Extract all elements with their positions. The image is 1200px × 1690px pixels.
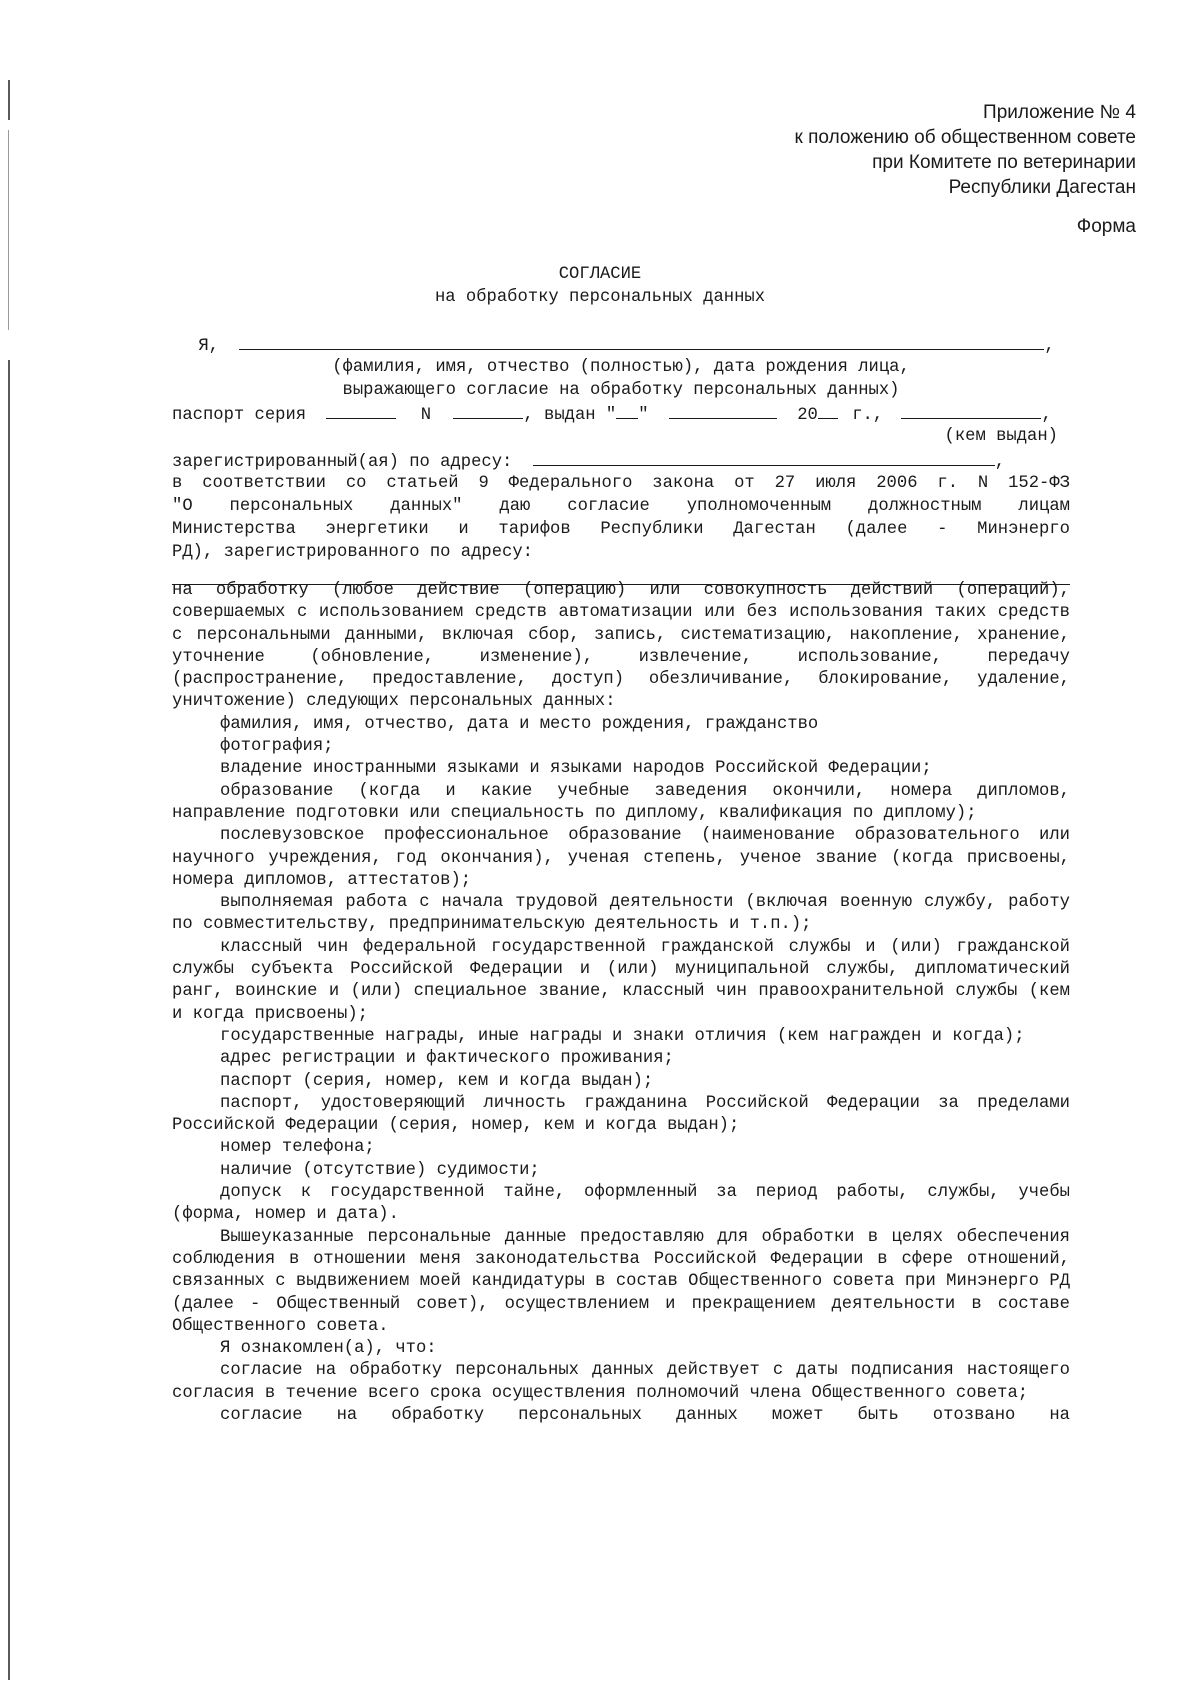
ministry-address-label: РД), зарегистрированного по адресу: — [172, 543, 533, 562]
data-item: фотография; — [220, 737, 334, 757]
appendix-number: Приложение № 4 — [983, 102, 1136, 123]
document-title — [0, 263, 1200, 309]
passport-series-field[interactable] — [326, 402, 396, 419]
consent-body — [172, 580, 1070, 1427]
data-item: паспорт (серия, номер, кем и когда выдан); — [220, 1071, 654, 1091]
issued-label: , выдан " — [523, 406, 617, 425]
issued-by-note: (кем выдан) — [944, 427, 1058, 446]
name-row — [172, 333, 1070, 356]
law-reference: в соответствии со статьей 9 Федерального закона от 27 июля 2006 г. N 152-ФЗ — [172, 474, 1070, 493]
comma: , — [994, 453, 1006, 472]
issue-month-field[interactable] — [669, 402, 777, 419]
registration-address-field[interactable] — [533, 449, 995, 466]
issue-year-field[interactable] — [818, 402, 838, 419]
title-main: СОГЛАСИЕ — [558, 265, 642, 284]
consent-revocation: согласие на обработку персональных данных может быть отозвано на — [220, 1405, 1070, 1425]
data-item: владение иностранными языками и языками народов Российской Федерации; — [220, 759, 932, 779]
scan-edge-line — [8, 80, 10, 120]
data-item: фамилия, имя, отчество, дата и место рождения, гражданство — [220, 714, 819, 734]
consent-grant: "О персональных данных" даю согласие уполномоченным должностным лицам — [172, 497, 1070, 516]
full-name-field[interactable] — [239, 333, 1044, 350]
data-item: адрес регистрации и фактического проживания; — [220, 1049, 674, 1069]
data-item: выполняемая работа с начала трудовой деятельности (включая военную службу, работу по совместительству, предпринимательскую деятельность и т.п.); — [172, 893, 1070, 935]
address-row — [172, 449, 1070, 472]
data-item: классный чин федеральной государственной гражданской службы и (или) гражданской службы субъекта Российской Федерации и (или) муниципальной службы, дипломатический ранг, воинские и (или) специальное звание, классный чин правоохранительной службы (кем и когда присвоены); — [172, 937, 1070, 1024]
form-label: Форма — [1076, 216, 1136, 237]
passport-number-label: N — [420, 406, 432, 425]
consent-term: согласие на обработку персональных данных действует с даты подписания настоящего согласия в течение всего срока осуществления полномочий члена Общественного совета; — [172, 1361, 1070, 1403]
passport-row — [172, 402, 1070, 425]
consent-form — [172, 333, 1070, 585]
passport-series-label: паспорт серия — [172, 406, 307, 425]
appendix-republic: Республики Дагестан — [948, 177, 1136, 198]
issued-quote: " — [638, 406, 649, 425]
registered-label: зарегистрированный(ая) по адресу: — [172, 453, 513, 472]
issue-day-field[interactable] — [616, 402, 638, 419]
comma: , — [1044, 337, 1055, 356]
appendix-header — [795, 100, 1136, 200]
data-item: паспорт, удостоверяющий личность гражданина Российской Федерации за пределами Российской Федерации (серия, номер, кем и когда выдан); — [172, 1093, 1070, 1136]
year-prefix: 20 — [797, 406, 818, 425]
appendix-regulation: к положению об общественном совете — [794, 127, 1136, 148]
title-sub: на обработку персональных данных — [434, 288, 766, 307]
processing-scope: на обработку (любое действие (операцию) или совокупность действий (операций), совершаемых с использованием средств автоматизации или без использования таких средств с персональными данными, включая сбор, запись, систематизацию, накопление, хранение, уточнение (обновление, изменение), извлечение, использование, передачу (распространение, предоставление, доступ) обезличивание, блокирование, удаление, уничтожение) следующих персональных данных: — [172, 581, 1070, 712]
name-note-1: (фамилия, имя, отчество (полностью), дата рождения лица, — [332, 358, 910, 377]
acknowledgement: Я ознакомлен(а), что: — [220, 1339, 437, 1359]
data-item: номер телефона; — [220, 1138, 375, 1158]
appendix-committee: при Комитете по ветеринарии — [872, 152, 1136, 173]
ministry-name: Министерства энергетики и тарифов Республики Дагестан (далее - Минэнерго — [172, 520, 1070, 539]
issued-by-field[interactable] — [901, 402, 1041, 419]
year-suffix: г., — [852, 406, 884, 425]
comma: , — [1041, 406, 1052, 425]
scan-edge-line — [8, 360, 10, 1680]
passport-number-field[interactable] — [453, 402, 523, 419]
processing-purpose: Вышеуказанные персональные данные предоставляю для обработки в целях обеспечения соблюдения в отношении меня законодательства Российской Федерации в сфере отношений, связанных с выдвижением моей кандидатуры в состав Общественного совета при Минэнерго РД (далее - Общественный совет), осуществлением и прекращением деятельности в составе Общественного совета. — [172, 1227, 1070, 1336]
data-item: послевузовское профессиональное образование (наименование образовательного или научного учреждения, год окончания), ученая степень, ученое звание (когда присвоены, номера дипломов, аттестатов); — [172, 826, 1070, 890]
data-item: наличие (отсутствие) судимости; — [220, 1160, 540, 1180]
ya-label: Я, — [198, 337, 219, 356]
data-item: образование (когда и какие учебные заведения окончили, номера дипломов, направление подготовки или специальность по диплому, квалификация по диплому); — [172, 781, 1070, 823]
name-note-2: выражающего согласие на обработку персональных данных) — [342, 381, 900, 400]
data-item: допуск к государственной тайне, оформленный за период работы, службы, учебы (форма, номер и дата). — [172, 1183, 1070, 1225]
data-item: государственные награды, иные награды и знаки отличия (кем награжден и когда); — [220, 1026, 1025, 1046]
